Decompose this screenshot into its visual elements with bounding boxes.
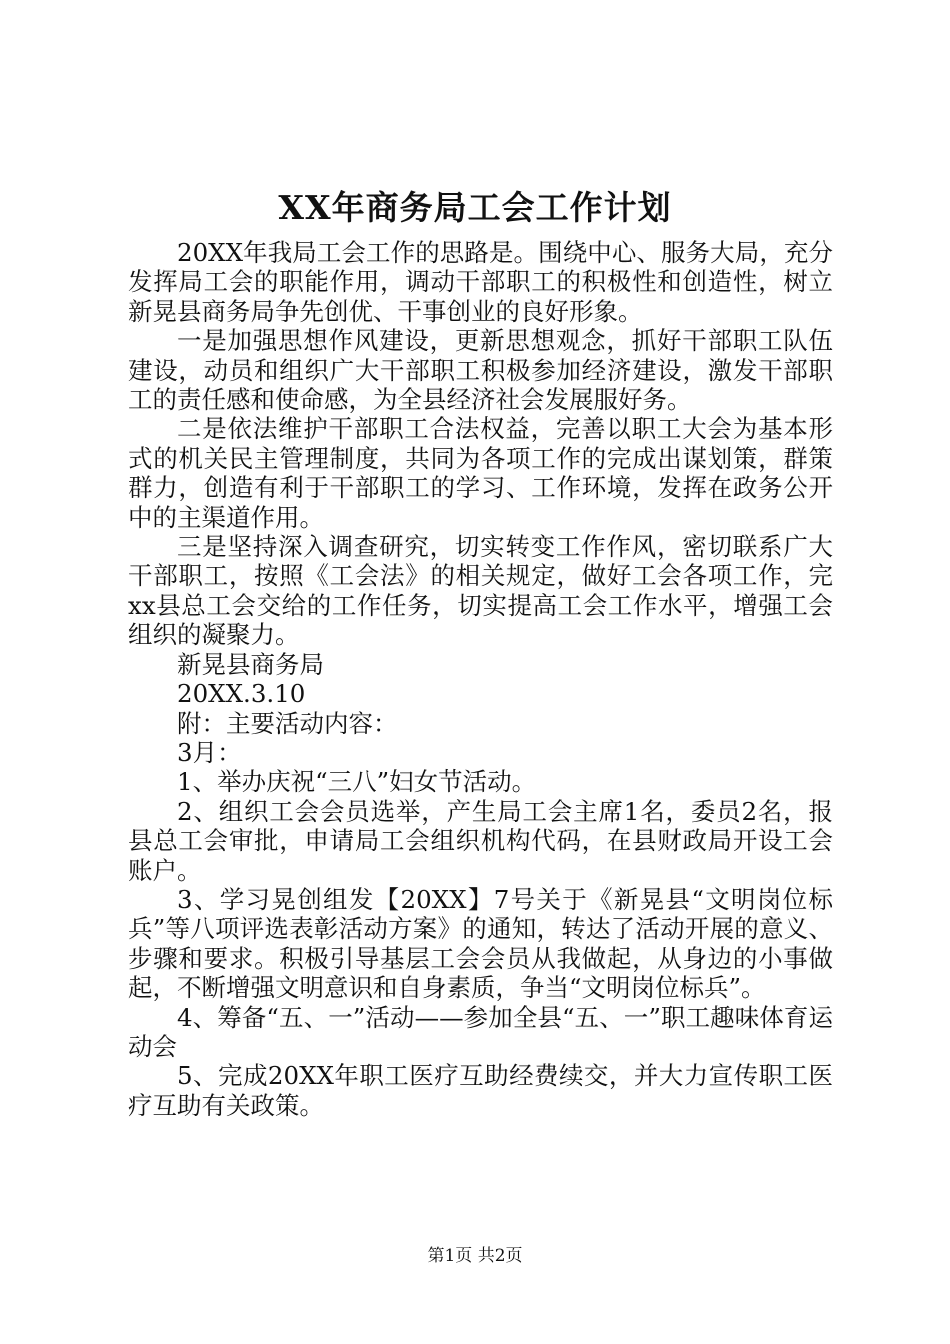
month-heading: 3月： <box>177 737 242 767</box>
activity-item-1: 1、举办庆祝“三八”妇女节活动。 <box>177 767 537 797</box>
signature-date: 20XX.3.10 <box>177 679 306 709</box>
paragraph-point-two: 二是依法维护干部职工合法权益，完善以职工大会为基本形式的机关民主管理制度，共同为各项工作的完成出谋划策，群策群力，创造有利于干部职工的学习、工作环境，发挥在政务公开中的主渠道作用。 <box>128 414 833 532</box>
page-number-footer: 第1页 共2页 <box>427 1246 523 1266</box>
activity-item-3: 3、学习晃创组发【20XX】7号关于《新晃县“文明岗位标兵”等八项评选表彰活动方案》的通知，转达了活动开展的意义、步骤和要求。积极引导基层工会会员从我做起，从身边的小事做起，不断增强文明意识和自身素质，争当“文明岗位标兵”。 <box>128 884 833 1003</box>
signature-organization: 新晃县商务局 <box>177 649 324 679</box>
activity-item-2: 2、组织工会会员选举，产生局工会主席1名，委员2名，报县总工会审批，申请局工会组织机构代码，在县财政局开设工会账户。 <box>128 796 833 885</box>
document-body <box>128 238 833 1120</box>
paragraph-work-approach: 20XX年我局工会工作的思路是。围绕中心、服务大局，充分发挥局工会的职能作用，调动干部职工的积极性和创造性，树立新晃县商务局争先创优、干事创业的良好形象。 <box>128 238 833 326</box>
activity-item-5: 5、完成20XX年职工医疗互助经费续交，并大力宣传职工医疗互助有关政策。 <box>128 1061 833 1120</box>
document-title: XX年商务局工会工作计划 <box>278 188 672 227</box>
activity-item-4: 4、筹备“五、一”活动——参加全县“五、一”职工趣味体育运动会 <box>128 1002 833 1061</box>
appendix-heading: 附：主要活动内容： <box>177 708 398 738</box>
paragraph-point-three: 三是坚持深入调查研究，切实转变工作作风，密切联系广大干部职工，按照《工会法》的相关规定，做好工会各项工作，完xx县总工会交给的工作任务，切实提高工会工作水平，增强工会组织的凝聚力。 <box>128 532 833 650</box>
paragraph-point-one: 一是加强思想作风建设，更新思想观念，抓好干部职工队伍建设，动员和组织广大干部职工积极参加经济建设，激发干部职工的责任感和使命感，为全县经济社会发展服好务。 <box>128 326 833 415</box>
